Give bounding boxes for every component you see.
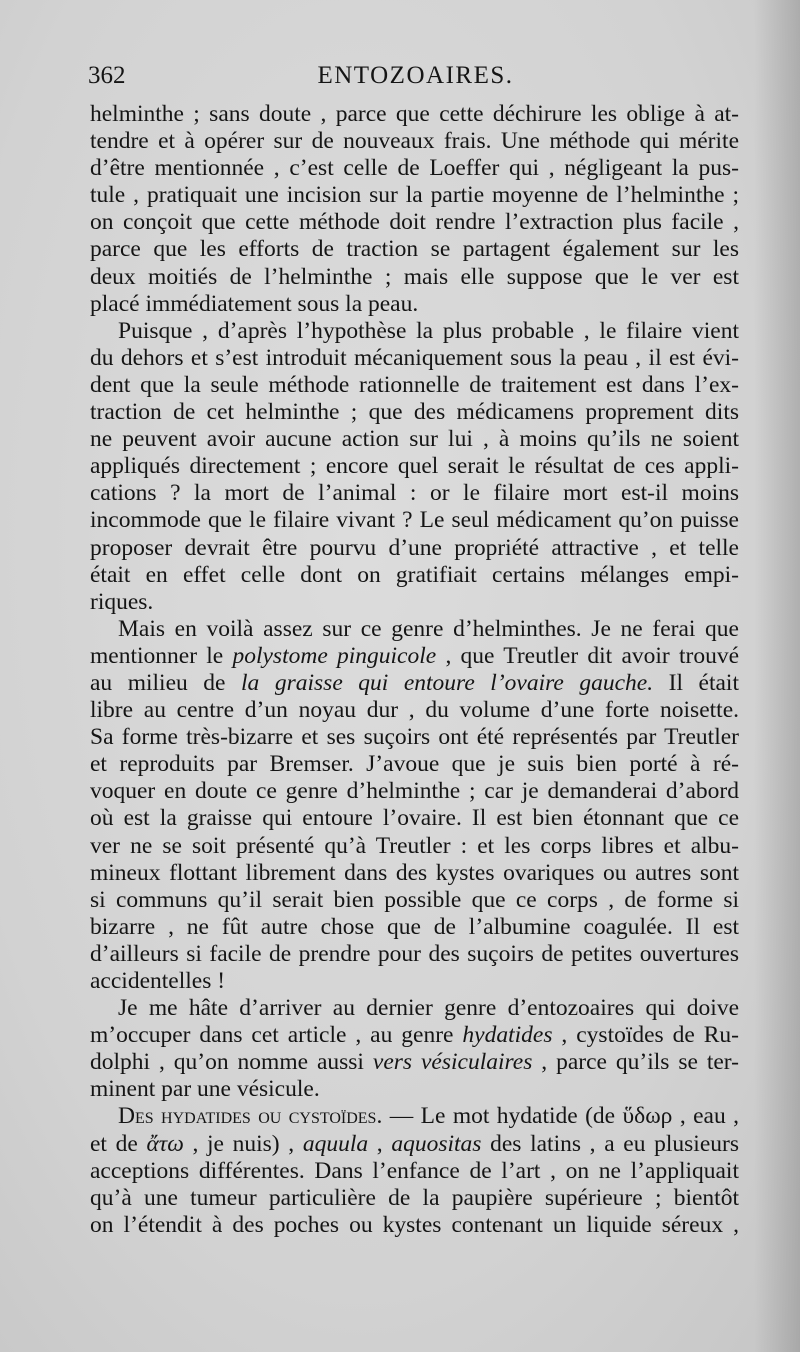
text-line — [90, 1131, 739, 1158]
text-line: parce que les efforts de traction se partagent également sur les — [90, 236, 739, 263]
paragraph-1 — [90, 101, 739, 318]
text-line: traction de cet helminthe ; que des médicamens proprement dits — [90, 399, 739, 426]
paragraph-2 — [90, 318, 739, 616]
italic-term: aquositas — [391, 1130, 482, 1157]
text-line: proposer devrait être pourvu d’une propriété attractive , et telle — [90, 534, 739, 561]
running-title: ENTOZOAIRES. — [317, 62, 514, 89]
text-line: cations ? la mort de l’animal : or le filaire mort est-il moins — [90, 480, 739, 507]
text-line: tule , pratiquait une incision sur la partie moyenne de l’helminthe ; — [90, 182, 739, 209]
text-run: , que Treutler dit avoir trouvé — [436, 642, 740, 669]
section-heading: Des hydatides ou cystoïdes. — [118, 1103, 383, 1130]
text-line: minent par une vésicule. — [90, 1076, 320, 1103]
text-run: , je nuis) , — [183, 1130, 303, 1157]
italic-term: hydatides — [462, 1022, 553, 1049]
text-line: accidentelles ! — [90, 968, 226, 994]
text-line: qu’à une tumeur particulière de la paupière supérieure ; bientôt — [90, 1184, 739, 1211]
italic-term: aquula — [302, 1130, 369, 1157]
text-line: où est la graisse qui entoure l’ovaire. Il est bien étonnant que ce — [90, 805, 739, 832]
text-run: m’occuper dans cet article , au genre — [90, 1022, 463, 1049]
text-line: acceptions différentes. Dans l’enfance de l’art , on ne l’appliquait — [90, 1157, 739, 1184]
text-run: au milieu de — [90, 669, 242, 696]
text-line — [90, 643, 739, 670]
text-line: du dehors et s’est introduit mécaniquement sous la peau , il est évi- — [90, 344, 739, 371]
running-head — [88, 62, 743, 92]
text-line: Je me hâte d’arriver au dernier genre d’entozoaires qui doive — [118, 995, 739, 1022]
text-line: bizarre , ne fût autre chose que de l’albumine coagulée. Il est — [90, 913, 739, 940]
text-line — [90, 670, 739, 697]
greek-word: ἄτω — [146, 1130, 184, 1157]
text-run: — Le mot hydatide (de ὕδωρ , eau , — [382, 1103, 739, 1130]
text-line: helminthe ; sans doute , parce que cette déchirure les oblige à at- — [90, 101, 739, 127]
text-line: mineux flottant librement dans des kystes ovariques ou autres sont — [90, 859, 739, 886]
paragraph-5 — [90, 1103, 739, 1238]
text-run: mentionner le — [90, 642, 233, 669]
text-run: , cystoïdes de Ru- — [552, 1022, 739, 1049]
text-run: , — [368, 1130, 392, 1157]
text-line: placé immédiatement sous la peau. — [90, 290, 419, 317]
body-text — [90, 101, 739, 1239]
text-run: des latins , a eu plusieurs — [481, 1130, 739, 1157]
text-line: incommode que le filaire vivant ? Le seul médicament qu’on puisse — [90, 507, 739, 534]
text-line: Puisque , d’après l’hypothèse la plus probable , le filaire vient — [118, 317, 739, 344]
text-line — [90, 1103, 739, 1130]
text-line: deux moitiés de l’helminthe ; mais elle suppose que le ver est — [90, 263, 739, 290]
paragraph-4 — [90, 995, 739, 1103]
text-line — [90, 1049, 739, 1076]
text-line: voquer en doute ce genre d’helminthe ; car je demanderai d’abord — [90, 778, 739, 805]
text-line: on conçoit que cette méthode doit rendre l’extraction plus facile , — [90, 209, 739, 236]
text-run: dolphi , qu’on nomme aussi — [90, 1049, 373, 1076]
text-line: ne peuvent avoir aucune action sur lui , à moins qu’ils ne soient — [90, 426, 739, 453]
text-run: Il était — [653, 669, 739, 696]
text-run: , parce qu’ils se ter- — [532, 1049, 739, 1076]
text-line: riques. — [90, 588, 154, 615]
text-line: appliqués directement ; encore quel serait le résultat de ces appli- — [90, 453, 739, 480]
paragraph-3 — [90, 616, 739, 995]
text-line: dent que la seule méthode rationnelle de traitement est dans l’ex- — [90, 371, 739, 398]
text-line: libre au centre d’un noyau dur , du volume d’une forte noisette. — [90, 697, 739, 724]
text-line: d’ailleurs si facile de prendre pour des suçoirs de petites ouvertures — [90, 940, 739, 967]
text-line: était en effet celle dont on gratifiait certains mélanges empi- — [90, 561, 739, 588]
text-line: ver ne se soit présenté qu’à Treutler : et les corps libres et albu- — [90, 832, 739, 859]
text-line: si communs qu’il serait bien possible que ce corps , de forme si — [90, 886, 739, 913]
page-number: 362 — [88, 62, 126, 89]
text-line: tendre et à opérer sur de nouveaux frais. Une méthode qui mérite — [90, 128, 739, 155]
text-line: et reproduits par Bremser. J’avoue que je suis bien porté à ré- — [90, 751, 739, 778]
italic-term: polystome pinguicole — [232, 642, 437, 669]
text-line: Sa forme très-bizarre et ses suçoirs ont été représentés par Treutler — [90, 724, 739, 751]
italic-term: vers vésiculaires — [372, 1049, 533, 1076]
text-line: d’être mentionnée , c’est celle de Loeffer qui , négligeant la pus- — [90, 155, 739, 182]
text-line — [90, 1022, 739, 1049]
text-line: Mais en voilà assez sur ce genre d’helminthes. Je ne ferai que — [118, 615, 739, 642]
text-line: on l’étendit à des poches ou kystes contenant un liquide séreux , — [90, 1211, 739, 1238]
text-run: et de — [90, 1130, 147, 1157]
italic-quote: la graisse qui entoure l’ovaire gauche. — [241, 669, 654, 696]
